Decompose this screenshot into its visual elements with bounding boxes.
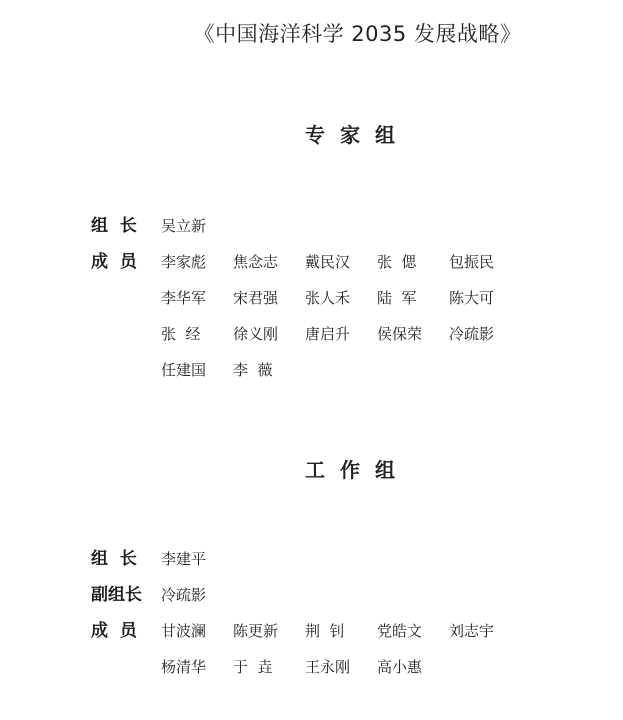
person-name: 陈大可 [449, 289, 495, 307]
member-names-grid [161, 613, 521, 685]
leader-label: 组 长 [91, 216, 137, 236]
person-name: 张人禾 [305, 289, 351, 307]
person-name: 甘波澜 [161, 622, 207, 640]
person-name: 吴立新 [161, 217, 207, 235]
person-name: 陆 军 [377, 289, 417, 307]
person-name: 刘志宇 [449, 622, 495, 640]
person-name: 戴民汉 [305, 253, 351, 271]
person-name: 党皓文 [377, 622, 423, 640]
leader-label: 组 长 [91, 549, 137, 569]
work-group-deputy-row [91, 577, 521, 613]
person-name: 包振民 [449, 253, 495, 271]
person-name: 唐启升 [305, 325, 351, 343]
person-name: 高小惠 [377, 658, 423, 676]
person-name: 李华军 [161, 289, 207, 307]
person-name: 张 经 [161, 325, 201, 343]
members-label: 成 员 [91, 621, 137, 641]
leader-names [161, 208, 521, 244]
person-name: 冷疏影 [449, 325, 495, 343]
work-group-heading: 工作组 [305, 458, 410, 482]
expert-group-members-row [91, 244, 521, 388]
person-name: 任建国 [161, 361, 207, 379]
members-label: 成 员 [91, 252, 137, 272]
person-name: 陈更新 [233, 622, 279, 640]
person-name: 张 偲 [377, 253, 417, 271]
person-name: 侯保荣 [377, 325, 423, 343]
person-name: 王永刚 [305, 658, 351, 676]
person-name: 徐义刚 [233, 325, 279, 343]
expert-group-leader-row [91, 208, 521, 244]
work-group-leader-row [91, 541, 521, 577]
person-name: 李建平 [161, 550, 207, 568]
book-series-title: 《中国海洋科学 2035 发展战略》 [193, 22, 522, 46]
person-name: 杨清华 [161, 658, 207, 676]
member-names-grid [161, 244, 521, 388]
person-name: 宋君强 [233, 289, 279, 307]
deputy-label: 副组长 [91, 585, 142, 605]
person-name: 冷疏影 [161, 586, 207, 604]
work-group-members-row [91, 613, 521, 685]
deputy-names [161, 577, 521, 613]
expert-group-heading: 专家组 [305, 123, 410, 147]
person-name: 李 薇 [233, 361, 273, 379]
person-name: 焦念志 [233, 253, 279, 271]
leader-names [161, 541, 521, 577]
person-name: 李家彪 [161, 253, 207, 271]
person-name: 荆 钊 [305, 622, 345, 640]
person-name: 于 垚 [233, 658, 273, 676]
